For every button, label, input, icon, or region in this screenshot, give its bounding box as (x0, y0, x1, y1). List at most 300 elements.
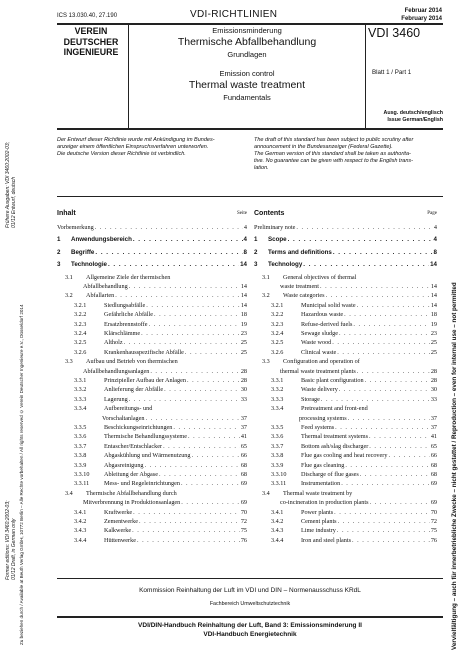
toc-entry-page: 8 (433, 248, 437, 256)
toc-leader-dots (150, 368, 239, 376)
toc-entry (74, 462, 247, 470)
toc-entry-page: 25 (240, 348, 247, 356)
toc-entry-title: Pretreatment and front-end (301, 405, 368, 413)
toc-entry-title: Gefährliche Abfälle (104, 311, 153, 319)
notice-en (254, 137, 444, 172)
toc-entry-page: 18 (240, 311, 247, 319)
toc-entry-title: Refuse-derived fuels (301, 320, 353, 328)
toc-entry-title: Power plants (301, 508, 334, 516)
toc-leader-dots (353, 321, 429, 329)
doc-number: VDI 3460 (368, 26, 421, 40)
toc-entry-title: Aufbau und Betrieb von thermischen (86, 358, 178, 366)
toc-leader-dots (303, 261, 429, 269)
toc-leader-dots (339, 330, 430, 338)
toc-leader-dots (365, 377, 430, 385)
toc-entry (74, 386, 247, 394)
publisher-line3: INGENIEURE (63, 47, 119, 57)
toc-leader-dots (357, 368, 430, 376)
toc-entry-number: 3.3.2 (271, 386, 284, 394)
toc-entry (280, 283, 437, 291)
toc-leader-dots (95, 224, 243, 232)
toc-entry-title: Ableitung der Abgase (104, 471, 158, 478)
toc-leader-dots (288, 236, 433, 244)
toc-entry-number: 3.3.5 (271, 424, 284, 431)
commission: Kommission Reinhaltung der Luft im VDI und DIN – Normenausschuss KRdL (139, 587, 361, 594)
toc-entry-number: 3.4 (65, 489, 73, 497)
toc-leader-dots (129, 396, 240, 404)
handbook-2: VDI-Handbuch Energietechnik (203, 631, 297, 638)
toc-entry (102, 415, 247, 423)
toc-entry-title: Abfallbehandlungsanlagen (83, 367, 150, 375)
toc-entry-page: 65 (430, 442, 437, 450)
toc-entry-page: 4 (243, 224, 247, 231)
toc-entry-number: 3.2.4 (271, 330, 284, 337)
toc-entry-page: 69 (240, 480, 247, 488)
toc-entry (271, 537, 437, 545)
toc-entry-page: 14 (240, 283, 247, 290)
toc-entry-number: 2 (57, 248, 61, 256)
former-editions-de-line1: Frühere Ausgaben: VDI 3460:2002-03; (5, 142, 11, 228)
toc-leader-dots (108, 261, 239, 269)
toc-entry-number: 3.4.3 (74, 527, 87, 535)
toc-entry (74, 405, 247, 413)
toc-leader-dots (345, 462, 430, 470)
toc-entry-page: 72 (430, 518, 437, 525)
toc-entry-number: 1 (254, 236, 258, 244)
toc-entry-title: Sewage sludge (301, 330, 338, 337)
toc-entry-page: 72 (240, 518, 247, 525)
toc-leader-dots (332, 339, 430, 347)
toc-entry (254, 261, 437, 269)
reproduction-notice (451, 100, 459, 650)
toc-leader-dots (335, 424, 430, 432)
toc-entry (57, 236, 247, 244)
toc-entry-title: thermal waste treatment plants (280, 367, 356, 375)
toc-entry-page: 23 (240, 330, 247, 337)
toc-entry-title: Prinzipieller Aufbau der Anlagen (104, 377, 186, 384)
toc-leader-dots (173, 424, 239, 432)
toc-leader-dots (192, 452, 240, 460)
toc-entry-title: Klärschlämme (104, 330, 141, 337)
toc-entry-page: 65 (240, 442, 247, 450)
notice-de (57, 137, 247, 158)
toc-entry-title: Waste delivery (301, 386, 338, 394)
toc-entry-title: Altholz (104, 339, 123, 347)
title-de: Thermische Abfallbehandlung (177, 36, 317, 48)
toc-entry-page: 69 (430, 480, 437, 488)
toc-entry-page: 25 (430, 348, 437, 356)
toc-entry (74, 518, 247, 526)
header-rule-top (57, 23, 443, 25)
toc-leader-dots (338, 518, 430, 526)
toc-entry-number: 3.3.3 (271, 395, 284, 403)
toc-entry-title: Abgasreinigung (104, 461, 144, 469)
toc-entry-title: Feed systems (301, 424, 335, 431)
toc-entry-number: 3.3.10 (271, 471, 287, 478)
toc-entry-title: Kraftwerke (104, 508, 133, 516)
toc-entry-number: 3.3 (65, 358, 73, 366)
toc-entry-number: 3.2.2 (271, 311, 284, 319)
toc-leader-dots (320, 283, 430, 291)
toc-entry-number: 3.3.9 (74, 461, 87, 469)
toc-entry-page: 33 (430, 395, 437, 403)
toc-entry-title: Abfallbehandlung (83, 283, 128, 290)
toc-entry-page: 37 (430, 424, 437, 431)
toc-entry-number: 3.2.1 (271, 301, 284, 309)
toc-entry-page: 14 (240, 301, 247, 309)
toc-entry-number: 3.2.6 (271, 348, 284, 356)
toc-leader-dots (337, 349, 430, 357)
toc-entry-number: 3.4.4 (271, 536, 284, 544)
toc-leader-dots (334, 509, 430, 517)
former-editions-en (5, 430, 17, 580)
toc-entry (57, 261, 247, 269)
toc-leader-dots (181, 499, 240, 507)
notice-en-line: lation. (254, 165, 269, 171)
toc-entry-title: Kalkwerke (104, 527, 132, 535)
toc-entry (271, 330, 437, 338)
toc-entry (74, 321, 247, 329)
toc-leader-dots (188, 433, 240, 441)
toc-entry-title: Entascher/Entschlacker (104, 442, 163, 450)
toc-entry-title: Waste categories (283, 292, 325, 300)
title-de-category: Emissionsminderung (212, 26, 282, 35)
toc-entry-number: 3.3.6 (74, 433, 87, 441)
toc-entry-title: Bottom ash/slag discharger (301, 442, 369, 450)
toc-entry (74, 302, 247, 310)
series-title: VDI-RICHTLINIEN (190, 9, 278, 20)
toc-entry-title: Mitverbrennung in Produktionsanlagen (83, 499, 181, 507)
publisher-line1: VEREIN (74, 26, 108, 36)
toc-entry-title: Flue gas cooling and heat recovery (301, 452, 388, 460)
toc-entry-number: 3.3.1 (271, 377, 284, 384)
toc-entry-number: 3.2.4 (74, 330, 87, 337)
toc-entry-page: 68 (430, 461, 437, 469)
toc-de-page-label: Seite (237, 211, 247, 216)
toc-entry-title: Storage (301, 395, 320, 403)
toc-entry-number: 3.3.10 (74, 471, 90, 478)
toc-entry-page: 70 (240, 508, 247, 516)
toc-entry (271, 302, 437, 310)
toc-entry-number: 3.4.2 (271, 518, 284, 525)
toc-leader-dots (388, 452, 429, 460)
toc-entry-number: 3.4.1 (74, 508, 87, 516)
notice-rule (57, 196, 443, 197)
toc-entry (74, 330, 247, 338)
reproduction-notice-text: Vervielfältigung – auch für innerbetriebliche Zwecke – nicht gestattet / Reproduction – even for internal use – not permitted (451, 282, 458, 650)
toc-entry (74, 537, 247, 545)
toc-entry (271, 339, 437, 347)
toc-entry (74, 349, 247, 357)
toc-entry-title: Technologie (71, 261, 107, 269)
notice-en-line: tive. No guarantee can be given with respect to the English trans- (254, 158, 413, 164)
toc-entry-page: 37 (240, 414, 247, 422)
toc-entry-page: 33 (240, 395, 247, 403)
toc-entry-number: 3 (254, 261, 258, 269)
toc-entry-number: 3.2 (65, 292, 73, 300)
toc-entry-title: Thermische Abfallbehandlung durch (86, 489, 177, 497)
notice-de-line: Die deutsche Version dieser Richtlinie ist verbindlich. (57, 151, 186, 157)
title-en-category: Emission control (219, 69, 275, 78)
toc-entry-number: 3.3.2 (74, 386, 87, 394)
toc-entry-number: 2 (254, 248, 258, 256)
toc-entry-page: 4 (243, 236, 247, 244)
toc-entry-number: 3.3.5 (74, 424, 87, 431)
toc-entry-title: Aufbereitungs- und (104, 405, 153, 413)
toc-entry-page: 18 (430, 311, 437, 319)
toc-entry-page: 4 (433, 236, 437, 244)
toc-leader-dots (133, 236, 243, 244)
toc-entry-page: 41 (430, 433, 437, 441)
toc-entry-title: Scope (268, 236, 287, 244)
toc-rule (57, 578, 443, 579)
toc-entry-number: 3.3.6 (271, 433, 284, 441)
toc-entry-number: 3.3.4 (271, 405, 284, 413)
toc-entry-title: Instrumentation (301, 480, 341, 488)
toc-entry-title: Lagerung (104, 395, 128, 403)
toc-entry (299, 415, 437, 423)
toc-entry-page: 28 (430, 367, 437, 375)
toc-leader-dots (357, 302, 430, 310)
toc-entry-title: Vorschaltanlagen (102, 414, 145, 422)
footer-rule (57, 616, 443, 618)
toc-entry-number: 3.3.1 (74, 377, 87, 384)
toc-entry-page: 69 (240, 499, 247, 507)
toc-entry-page: 75 (240, 527, 247, 535)
toc-entry (271, 452, 437, 460)
toc-entry-page: 28 (240, 367, 247, 375)
subtitle-de: Grundlagen (227, 50, 267, 59)
toc-entry-page: 25 (430, 339, 437, 347)
toc-entry (271, 462, 437, 470)
toc-leader-dots (145, 462, 240, 470)
toc-entry (74, 509, 247, 517)
toc-entry (271, 321, 437, 329)
toc-entry-title: Hazardous waste (301, 311, 344, 319)
toc-leader-dots (352, 537, 430, 545)
ics-code: ICS 13.030.40, 27.190 (57, 13, 118, 19)
toc-entry-title: Thermal treatment systems (301, 433, 369, 441)
toc-entry-title: Configuration and operation of (283, 358, 360, 366)
toc-leader-dots (360, 471, 430, 479)
toc-entry-page: 70 (430, 508, 437, 516)
toc-entry (74, 471, 247, 479)
toc-entry (262, 292, 437, 300)
toc-entry-page: 76 (240, 536, 247, 544)
subtitle-en: Fundamentals (223, 93, 271, 102)
toc-entry (271, 405, 437, 413)
toc-entry (74, 452, 247, 460)
toc-entry-page: 30 (240, 386, 247, 394)
toc-leader-dots (163, 443, 240, 451)
toc-entry (65, 490, 247, 498)
toc-de-heading: Inhalt (57, 210, 76, 217)
toc-entry-title: Terms and definitions (268, 248, 332, 256)
toc-entry-page: 19 (430, 320, 437, 328)
toc-entry-title: Siedlungsabfälle (104, 301, 146, 309)
edition-line2: Issue German/English (387, 116, 443, 123)
toc-entry (271, 424, 437, 432)
toc-entry-page: 76 (430, 536, 437, 544)
toc-entry-page: 25 (240, 339, 247, 347)
former-editions-de (5, 78, 17, 228)
toc-leader-dots (139, 518, 240, 526)
title-block (130, 26, 364, 103)
toc-leader-dots (159, 471, 240, 479)
toc-leader-dots (369, 443, 430, 451)
toc-entry-number: 3.2.2 (74, 311, 87, 319)
toc-entry-title: Abfallarten (86, 292, 115, 300)
toc-entry (271, 480, 437, 488)
toc-entry-number: 3.2.6 (74, 348, 87, 356)
toc-entry-number: 3.4.3 (271, 527, 284, 535)
toc-entry-number: 3.3.9 (271, 461, 284, 469)
toc-leader-dots (185, 349, 240, 357)
toc-leader-dots (124, 339, 240, 347)
toc-entry-number: 3.3.7 (271, 442, 284, 450)
handbook-1: VDI/DIN-Handbuch Reinhaltung der Luft, Band 3: Emissionsminderung II (138, 622, 362, 629)
toc-entry-page: 37 (240, 424, 247, 431)
toc-entry-title: Cement plants (301, 518, 337, 525)
toc-entry-number: 3.1 (262, 273, 270, 281)
toc-entry (262, 490, 437, 498)
toc-entry-title: Vorbemerkung (57, 224, 94, 231)
toc-entry (271, 443, 437, 451)
toc-entry-number: 3.2.3 (271, 320, 284, 328)
toc-leader-dots (154, 311, 240, 319)
toc-entry-page: 14 (430, 283, 437, 290)
toc-entry (83, 283, 247, 291)
toc-leader-dots (137, 537, 240, 545)
toc-entry-title: co-incineration in production plants (280, 499, 369, 507)
toc-entry (83, 499, 247, 507)
edition (370, 110, 443, 124)
toc-entry (254, 236, 437, 244)
toc-entry (65, 358, 247, 366)
toc-entry-number: 3.2 (262, 292, 270, 300)
toc-entry-title: Thermal waste treatment by (283, 489, 353, 497)
toc-leader-dots (146, 415, 240, 423)
toc-entry-title: Lime industry (301, 527, 336, 535)
toc-entry-number: 3.1 (65, 273, 73, 281)
toc-entry-number: 3.2.5 (271, 339, 284, 347)
rights-notice-text: Zu beziehen durch / Available at Beuth Verlag GmbH, 10772 Berlin – Alle Rechte vorbehalten / All rights reserved © Verein Deutscher Ingenieure e.V., Düsseldorf 2014 (19, 304, 24, 645)
toc-leader-dots (333, 249, 433, 257)
toc-leader-dots (369, 433, 430, 441)
toc-entry-number: 3.3.11 (271, 480, 287, 488)
toc-entry (74, 480, 247, 488)
toc-entry (262, 274, 437, 282)
toc-entry-number: 3.3.8 (271, 452, 284, 460)
toc-entry-title: Flue gas cleaning (301, 461, 345, 469)
toc-entry-title: Anlieferung der Abfälle (104, 386, 164, 394)
former-editions-en-line2: 01/12 Draft, in German only (11, 518, 17, 580)
toc-entry (271, 509, 437, 517)
toc-entry-page: 37 (430, 414, 437, 422)
toc-entry-page: 8 (243, 248, 247, 256)
toc-leader-dots (149, 321, 240, 329)
toc-entry-page: 28 (240, 377, 247, 384)
toc-entry-title: Allgemeine Ziele der thermischen (86, 273, 171, 281)
former-editions-en-line1: Former editions: VDI 3460:2002-03; (5, 500, 11, 580)
division: Fachbereich Umweltschutztechnik (209, 601, 291, 607)
toc-entry (65, 292, 247, 300)
toc-entry-page: 4 (433, 224, 437, 231)
date-de: Februar 2014 (404, 8, 442, 14)
notice-en-line: The German version of this standard shall be taken as authorita- (254, 151, 411, 157)
date-en: February 2014 (401, 16, 442, 22)
toc-entry-page: 14 (240, 261, 247, 269)
title-en: Thermal waste treatment (188, 79, 306, 91)
toc-entry-number: 3.3.8 (74, 452, 87, 460)
toc-entry (74, 527, 247, 535)
toc-entry-title: Iron and steel plants (301, 536, 352, 544)
toc-entry-number: 3.2.1 (74, 301, 87, 309)
toc-leader-dots (95, 249, 242, 257)
toc-leader-dots (326, 292, 430, 300)
toc-entry-title: Krankenhausspezifische Abfälle (104, 348, 184, 356)
toc-entry-number: 3.2.5 (74, 339, 87, 347)
toc-entry (57, 249, 247, 257)
toc-entry-title: waste treatment (280, 283, 319, 290)
toc-entry (280, 499, 437, 507)
toc-entry (254, 224, 437, 232)
toc-entry-page: 68 (240, 461, 247, 469)
toc-entry (271, 471, 437, 479)
toc-entry (271, 377, 437, 385)
toc-leader-dots (187, 377, 240, 385)
publisher-logo (57, 26, 125, 58)
toc-entry-title: Begriffe (71, 248, 95, 256)
notice-de-line: Der Entwurf dieser Richtlinie wurde mit Ankündigung im Bundes- (57, 137, 215, 143)
toc-leader-dots (344, 311, 430, 319)
toc-entry (254, 249, 437, 257)
toc-entry-page: 30 (430, 386, 437, 394)
vertical-rule-1 (128, 24, 129, 128)
header-rule-bottom (57, 128, 443, 130)
toc-entry (74, 433, 247, 441)
toc-entry (271, 349, 437, 357)
toc-entry-page: 41 (240, 433, 247, 441)
toc-entry (271, 433, 437, 441)
toc-entry-number: 1 (57, 236, 61, 244)
toc-entry-title: Municipal solid waste (301, 301, 356, 309)
notice-en-line: The draft of this standard has been subject to public scrutiny after (254, 137, 414, 143)
toc-en-page-label: Page (427, 211, 437, 216)
toc-entry (74, 443, 247, 451)
toc-entry (74, 339, 247, 347)
toc-entry (271, 518, 437, 526)
toc-leader-dots (164, 386, 240, 394)
toc-leader-dots (141, 330, 240, 338)
toc-entry-page: 14 (240, 292, 247, 300)
edition-line1: Ausg. deutsch/englisch (383, 110, 443, 116)
toc-entry-title: Technology (268, 261, 303, 269)
toc-en-heading: Contents (254, 210, 285, 217)
toc-entry (262, 358, 437, 366)
toc-leader-dots (339, 386, 430, 394)
toc-entry-number: 3.4.2 (74, 518, 87, 525)
toc-entry-title: Waste wood (301, 339, 332, 347)
toc-entry-title: Ersatzbrennstoffe (104, 320, 148, 328)
toc-leader-dots (115, 292, 240, 300)
toc-entry-number: 3.4.4 (74, 536, 87, 544)
notice-de-line: anzeiger einem öffentlichen Einspruchsverfahren unterworfen. (57, 144, 209, 150)
toc-entry-number: 3.3.11 (74, 480, 90, 488)
toc-entry-title: Mess- und Regeleinrichtungen (104, 480, 180, 488)
toc-entry-title: Preliminary note (254, 224, 296, 231)
toc-entry-title: General objectives of thermal (283, 273, 357, 281)
